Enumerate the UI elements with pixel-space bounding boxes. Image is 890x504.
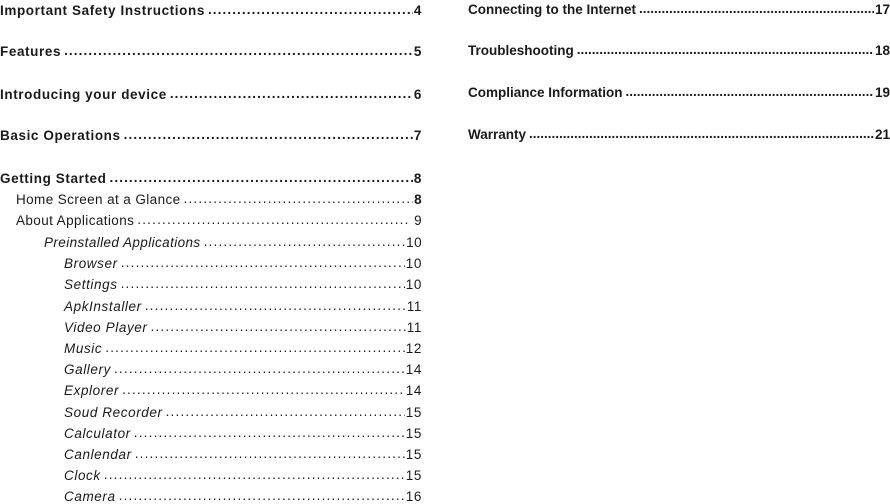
toc-entry-page: 11: [406, 320, 422, 335]
toc-entry-connecting-internet[interactable]: [468, 0, 890, 17]
toc-entry-title: Video Player: [64, 320, 148, 335]
toc-entry-about-applications[interactable]: [16, 210, 422, 228]
dot-leader: [122, 380, 405, 398]
toc-entry-title: Gallery: [64, 362, 111, 377]
dot-leader: [208, 0, 413, 18]
dot-leader: [166, 402, 405, 420]
toc-entry-title: Warranty: [468, 127, 527, 142]
toc-entry-title: Features: [0, 44, 62, 59]
toc-entry-camera[interactable]: [64, 486, 422, 504]
toc-entry-title: Settings: [64, 277, 118, 292]
toc-entry-page: 4: [413, 3, 422, 18]
toc-entry-title: Important Safety Instructions: [0, 3, 205, 18]
toc-entry-page: 14: [405, 362, 422, 377]
toc-entry-title: Soud Recorder: [64, 405, 163, 420]
dot-leader: [110, 168, 413, 186]
toc-entry-page: 5: [413, 44, 422, 59]
toc-entry-title: Connecting to the Internet: [468, 2, 636, 17]
toc-entry-warranty[interactable]: [468, 124, 890, 142]
toc-entry-clock[interactable]: [64, 465, 422, 483]
dot-leader: [204, 232, 406, 250]
toc-entry-compliance[interactable]: [468, 82, 890, 100]
toc-entry-page: 8: [414, 192, 422, 207]
toc-entry-page: 10: [406, 235, 422, 250]
dot-leader: [577, 40, 874, 58]
toc-entry-title: Preinstalled Applications: [44, 235, 201, 250]
toc-entry-page: 18: [874, 43, 890, 58]
toc-entry-page: 21: [874, 127, 890, 142]
dot-leader: [184, 189, 414, 207]
toc-entry-page: 15: [405, 447, 422, 462]
toc-entry-gallery[interactable]: [64, 359, 422, 377]
toc-entry-page: 15: [405, 426, 422, 441]
toc-entry-features[interactable]: [0, 41, 422, 59]
toc-entry-calendar[interactable]: [64, 444, 422, 462]
toc-entry-page: 19: [874, 85, 890, 100]
toc-entry-getting-started[interactable]: [0, 168, 422, 186]
toc-entry-apkinstaller[interactable]: [64, 296, 422, 314]
toc-entry-title: Troubleshooting: [468, 43, 574, 58]
toc-entry-page: 8: [413, 171, 422, 186]
toc-entry-troubleshooting[interactable]: [468, 40, 890, 58]
toc-entry-page: 7: [413, 128, 422, 143]
toc-entry-page: 15: [405, 405, 422, 420]
toc-entry-music[interactable]: [64, 338, 422, 356]
toc-entry-title: Browser: [64, 256, 118, 271]
toc-entry-title: Home Screen at a Glance: [16, 192, 181, 207]
dot-leader: [639, 0, 874, 17]
dot-leader: [121, 253, 405, 271]
toc-entry-title: Canlendar: [64, 447, 132, 462]
toc-entry-page: 11: [406, 299, 422, 314]
dot-leader: [119, 486, 405, 504]
toc-entry-page: 6: [413, 87, 422, 102]
toc-entry-title: Clock: [64, 468, 101, 483]
toc-entry-title: Getting Started: [0, 171, 107, 186]
toc-entry-sound-recorder[interactable]: [64, 402, 422, 420]
dot-leader: [137, 210, 408, 228]
toc-entry-basic-operations[interactable]: [0, 125, 422, 143]
toc-entry-title: Music: [64, 341, 103, 356]
dot-leader: [170, 84, 413, 102]
toc-entry-title: Introducing your device: [0, 87, 167, 102]
toc-entry-calculator[interactable]: [64, 423, 422, 441]
toc-entry-title: Basic Operations: [0, 128, 121, 143]
dot-leader: [135, 444, 405, 462]
toc-entry-title: Compliance Information: [468, 85, 623, 100]
dot-leader: [124, 125, 413, 143]
toc-entry-page: 12: [405, 341, 422, 356]
toc-entry-introducing[interactable]: [0, 84, 422, 102]
toc-entry-page: 10: [405, 277, 422, 292]
toc-entry-page: 17: [874, 2, 890, 17]
dot-leader: [114, 359, 405, 377]
toc-entry-title: Calculator: [64, 426, 131, 441]
toc-entry-safety[interactable]: [0, 0, 422, 18]
toc-entry-home-screen[interactable]: [16, 189, 422, 207]
dot-leader: [145, 296, 406, 314]
toc-entry-preinstalled-applications[interactable]: [44, 232, 422, 250]
dot-leader: [134, 423, 405, 441]
toc-entry-settings[interactable]: [64, 274, 422, 292]
toc-entry-title: Camera: [64, 489, 116, 504]
toc-entry-page: 10: [405, 256, 422, 271]
dot-leader: [626, 82, 874, 100]
dot-leader: [151, 317, 406, 335]
dot-leader: [121, 274, 405, 292]
toc-entry-title: About Applications: [16, 213, 135, 228]
toc-entry-page: 16: [405, 489, 422, 504]
dot-leader: [104, 465, 405, 483]
dot-leader: [529, 124, 874, 142]
toc-entry-browser[interactable]: [64, 253, 422, 271]
toc-entry-page: 14: [405, 383, 422, 398]
dot-leader: [105, 338, 405, 356]
toc-entry-explorer[interactable]: [64, 380, 422, 398]
toc-entry-title: Explorer: [64, 383, 120, 398]
toc-entry-video-player[interactable]: [64, 317, 422, 335]
toc-entry-title: ApkInstaller: [64, 299, 142, 314]
dot-leader: [64, 41, 413, 59]
toc-entry-page: 15: [405, 468, 422, 483]
toc-entry-page: 9: [414, 213, 422, 228]
